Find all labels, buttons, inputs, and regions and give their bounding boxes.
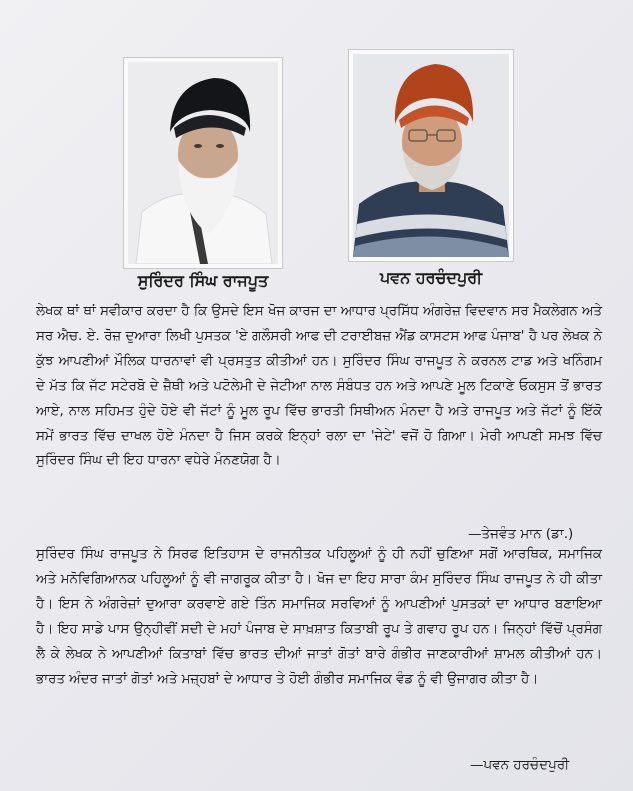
portrait-left-illustration bbox=[128, 62, 278, 264]
portrait-caption-left: ਸੁਰਿੰਦਰ ਸਿੰਘ ਰਾਜਪੂਤ bbox=[137, 271, 269, 290]
portrait-right-illustration bbox=[353, 54, 509, 257]
paragraph-1: ਲੇਖਕ ਥਾਂ ਥਾਂ ਸਵੀਕਾਰ ਕਰਦਾ ਹੈ ਕਿ ਉਸਦੇ ਇਸ ਖੋਜ ਕਾਰਜ ਦਾ ਆਧਾਰ ਪ੍ਰਸਿੱਧ ਅੰਗਰੇਜ਼ ਵਿਦਵਾਨ ਸਰ ਮੈਕਲੇਗਨ ਅਤੇ ਸਰ ਐਚ. ਏ. ਰੋਜ਼ ਦੁਆਰਾ ਲਿਖੀ ਪੁਸਤਕ 'ਏ ਗਲੌਸਰੀ ਆਫ ਦੀ ਟਰਾਈਬਜ਼ ਐਂਡ ਕਾਸਟਸ ਆਫ ਪੰਜਾਬ' ਹੈ ਪਰ ਲੇਖਕ ਨੇ ਕੁੱਝ ਆਪਣੀਆਂ ਮੌਲਿਕ ਧਾਰਨਾਵਾਂ ਵੀ ਪ੍ਰਸਤੁਤ ਕੀਤੀਆਂ ਹਨ। ਸੁਰਿੰਦਰ ਸਿੰਘ ਰਾਜਪੂਤ ਨੇ ਕਰਨਲ ਟਾਡ ਅਤੇ ਖਨਿੰਗਮ ਦੇ ਮੱਤ ਕਿ ਜੱਟ ਸਟੇਰਬੋ ਦੇ ਜ਼ੈਥੀ ਅਤੇ ਪਟੋਲੇਮੀ ਦੇ ਜੇਟੀਆ ਨਾਲ ਸੰਬੰਧਤ ਹਨ ਅਤੇ ਆਪਣੇ ਮੂਲ ਟਿਕਾਣੇ ਓਕਸੁਸ ਤੋਂ ਭਾਰਤ ਆਏ, ਨਾਲ ਸਹਿਮਤ ਹੁੰਦੇ ਹੋਏ ਵੀ ਜੱਟਾਂ ਨੂੰ ਮੂਲ ਰੂਪ ਵਿੱਚ ਭਾਰਤੀ ਸਿਥੀਅਨ ਮੰਨਦਾ ਹੈ ਅਤੇ ਰਾਜਪੂਤ ਅਤੇ ਜੱਟਾਂ ਨੂੰ ਇੱਕੋ ਸਮੇਂ ਭਾਰਤ ਵਿੱਚ ਦਾਖਲ ਹੋਏ ਮੰਨਦਾ ਹੈ ਜਿਸ ਕਰਕੇ ਇਨ੍ਹਾਂ ਰਲਾ ਦਾ 'ਜੇਟੇ' ਵਜੋਂ ਹੋ ਗਿਆ। ਮੇਰੀ ਆਪਣੀ ਸਮਝ ਵਿੱਚ ਸੁਰਿੰਦਰ ਸਿੰਘ ਦੀ ਇਹ ਧਾਰਨਾ ਵਧੇਰੇ ਮੰਨਣਯੋਗ ਹੈ। bbox=[36, 304, 602, 469]
signature-1: —ਤੇਜਵੰਤ ਮਾਨ (ਡਾ.) bbox=[468, 526, 574, 542]
portrait-photo-right bbox=[348, 49, 514, 262]
signature-2: —ਪਵਨ ਹਰਚੰਦਪੁਰੀ bbox=[470, 757, 570, 773]
portrait-caption-right: ਪਵਨ ਹਰਚੰਦਪੁਰੀ bbox=[379, 268, 483, 287]
paragraph-2: ਸੁਰਿੰਦਰ ਸਿੰਘ ਰਾਜਪੂਤ ਨੇ ਸਿਰਫ ਇਤਿਹਾਸ ਦੇ ਰਾਜਨੀਤਕ ਪਹਿਲੂਆਂ ਨੂੰ ਹੀ ਨਹੀਂ ਚੁਣਿਆ ਸਗੋਂ ਆਰਥਿਕ, ਸਮਾਜਿਕ ਅਤੇ ਮਨੋਵਿਗਿਆਨਕ ਪਹਿਲੂਆਂ ਨੂੰ ਵੀ ਜਾਗਰੂਕ ਕੀਤਾ ਹੈ। ਖੋਜ ਦਾ ਇਹ ਸਾਰਾ ਕੰਮ ਸੁਰਿੰਦਰ ਸਿੰਘ ਰਾਜਪੂਤ ਨੇ ਹੀ ਕੀਤਾ ਹੈ। ਇਸ ਨੇ ਅੰਗਰੇਜ਼ਾਂ ਦੁਆਰਾ ਕਰਵਾਏ ਗਏ ਤਿੰਨ ਸਮਾਜਿਕ ਸਰਵਿਆਂ ਨੂੰ ਆਪਣੀਆਂ ਪੁਸਤਕਾਂ ਦਾ ਆਧਾਰ ਬਣਾਇਆ ਹੈ। ਇਹ ਸਾਡੇ ਪਾਸ ਉਨ੍ਹੀਵੀਂ ਸਦੀ ਦੇ ਮਹਾਂ ਪੰਜਾਬ ਦੇ ਸਾਖ਼ਸ਼ਾਤ ਕਿਤਾਬੀ ਰੂਪ ਤੇ ਗਵਾਹ ਰੂਪ ਹਨ। ਜਿਨ੍ਹਾਂ ਵਿੱਚੋਂ ਪ੍ਰਸੰਗ ਲੈ ਕੇ ਲੇਖਕ ਨੇ ਆਪਣੀਆਂ ਕਿਤਾਬਾਂ ਵਿੱਚ ਭਾਰਤ ਦੀਆਂ ਜਾਤਾਂ ਗੋਤਾਂ ਬਾਰੇ ਗੰਭੀਰ ਜਾਣਕਾਰੀਆਂ ਸ਼ਾਮਲ ਕੀਤੀਆਂ ਹਨ। ਭਾਰਤ ਅੰਦਰ ਜਾਤਾਂ ਗੋਤਾਂ ਅਤੇ ਮਜ਼੍ਹਬਾਂ ਦੇ ਆਧਾਰ ਤੇ ਹੋਈ ਗੰਭੀਰ ਸਮਾਜਿਕ ਵੰਡ ਨੂੰ ਵੀ ਉਜਾਗਰ ਕੀਤਾ ਹੈ। bbox=[36, 547, 602, 687]
portrait-photo-left bbox=[123, 57, 283, 269]
